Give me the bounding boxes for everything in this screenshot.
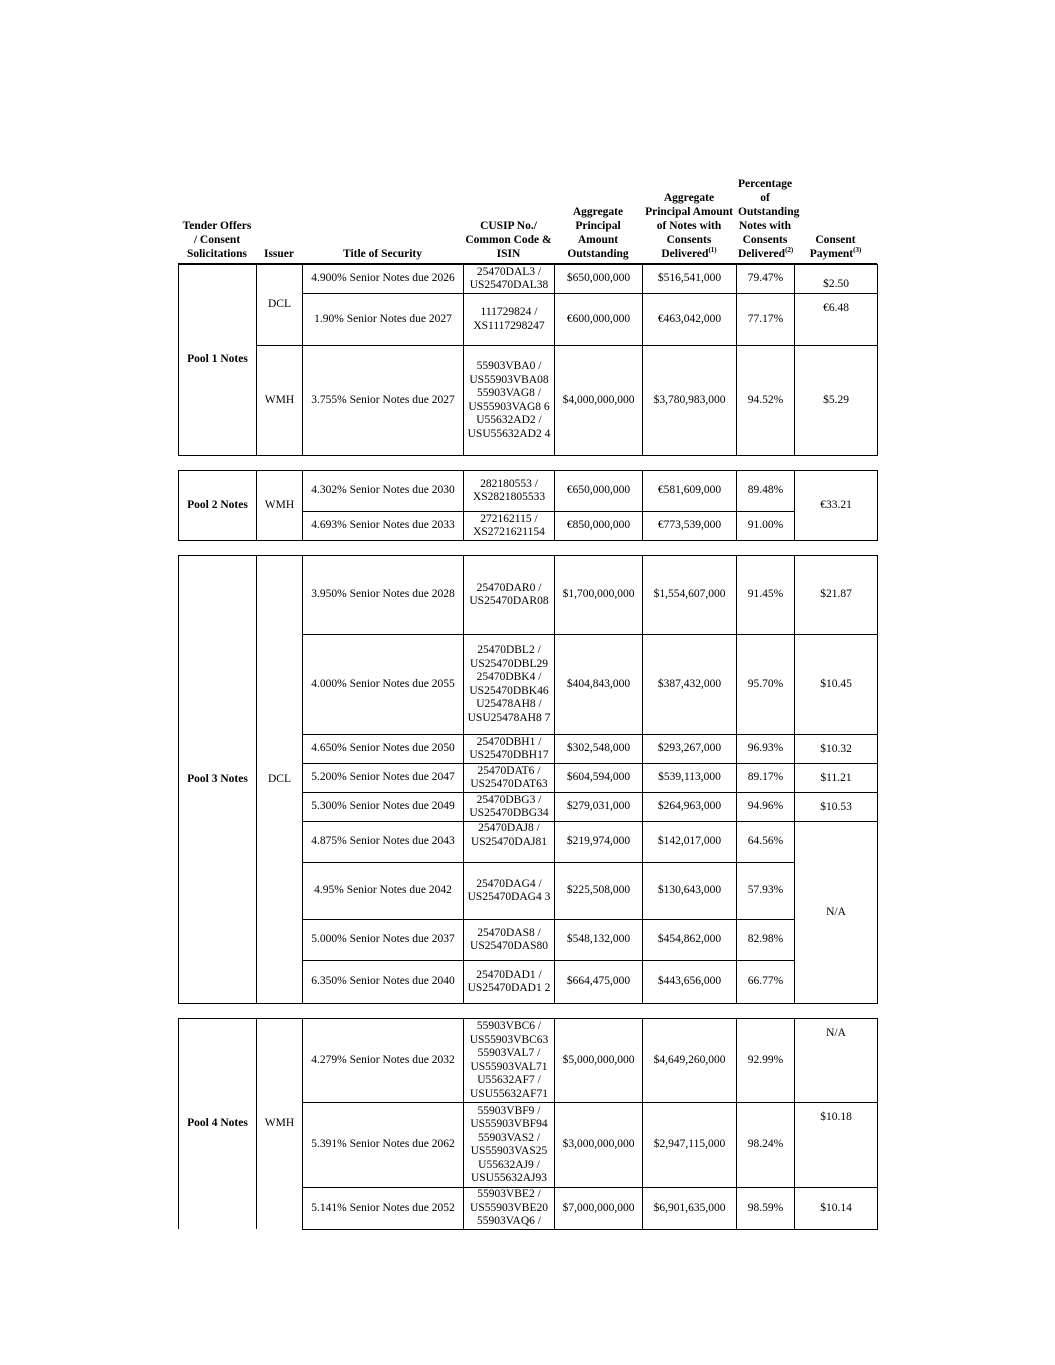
header-cusip: CUSIP No./ Common Code & ISIN	[463, 138, 554, 263]
consent-payment-na: N/A	[795, 822, 878, 1004]
footnote-3: (3)	[853, 245, 862, 254]
cusip-isin: 25470DAD1 / US25470DAD1 2	[464, 961, 555, 1004]
amount-delivered: $4,649,260,000	[643, 1019, 737, 1103]
footnote-2: (2)	[785, 245, 794, 254]
security-title: 4.279% Senior Notes due 2032	[303, 1019, 464, 1103]
percentage-delivered: 91.45%	[737, 556, 795, 635]
percentage-delivered: 66.77%	[737, 961, 795, 1004]
cusip-isin: 55903VBA0 / US55903VBA08 55903VAG8 / US55903VAG8 6 U55632AD2 / USU55632AD2 4	[464, 346, 555, 456]
amount-outstanding: $225,508,000	[555, 863, 643, 920]
table-row	[179, 556, 878, 635]
security-title: 1.90% Senior Notes due 2027	[303, 294, 464, 346]
consent-payment: $10.18	[795, 1103, 878, 1188]
header-delivered-text: Aggregate Principal Amount of Notes with Consents Delivered	[645, 191, 733, 260]
percentage-delivered: 82.98%	[737, 920, 795, 961]
consent-payment: €6.48	[795, 294, 878, 346]
amount-outstanding: $279,031,000	[555, 793, 643, 822]
percentage-delivered: 79.47%	[737, 265, 795, 294]
percentage-delivered: 89.17%	[737, 764, 795, 793]
percentage-delivered: 64.56%	[737, 822, 795, 863]
amount-outstanding: $1,700,000,000	[555, 556, 643, 635]
amount-outstanding: $3,000,000,000	[555, 1103, 643, 1188]
security-title: 5.000% Senior Notes due 2037	[303, 920, 464, 961]
header-issuer: Issuer	[256, 138, 302, 263]
cusip-isin: 25470DAT6 / US25470DAT63	[464, 764, 555, 793]
amount-outstanding: €650,000,000	[555, 471, 643, 512]
amount-delivered: $130,643,000	[643, 863, 737, 920]
amount-outstanding: $650,000,000	[555, 265, 643, 294]
percentage-delivered: 94.96%	[737, 793, 795, 822]
amount-outstanding: $604,594,000	[555, 764, 643, 793]
consent-payment: $21.87	[795, 556, 878, 635]
table-row	[179, 346, 878, 456]
cusip-isin: 25470DBG3 / US25470DBG34	[464, 793, 555, 822]
amount-outstanding: $5,000,000,000	[555, 1019, 643, 1103]
security-title: 5.300% Senior Notes due 2049	[303, 793, 464, 822]
consent-payment: N/A	[795, 1019, 878, 1103]
pool1-issuer-wmh: WMH	[257, 346, 303, 456]
amount-delivered: $6,901,635,000	[643, 1188, 737, 1230]
table-header	[178, 138, 877, 264]
header-percentage	[736, 138, 800, 263]
pool2-table	[178, 470, 878, 541]
amount-delivered: $142,017,000	[643, 822, 737, 863]
security-title: 4.95% Senior Notes due 2042	[303, 863, 464, 920]
security-title: 4.693% Senior Notes due 2033	[303, 512, 464, 541]
amount-outstanding: $4,000,000,000	[555, 346, 643, 456]
pool1-table	[178, 264, 878, 456]
cusip-isin: 25470DAG4 / US25470DAG4 3	[464, 863, 555, 920]
amount-delivered: €581,609,000	[643, 471, 737, 512]
security-title: 5.200% Senior Notes due 2047	[303, 764, 464, 793]
consent-payment: €33.21	[795, 471, 878, 541]
security-title: 4.650% Senior Notes due 2050	[303, 735, 464, 764]
amount-delivered: $3,780,983,000	[643, 346, 737, 456]
cusip-isin: 55903VBE2 / US55903VBE20 55903VAQ6 /	[464, 1188, 555, 1230]
percentage-delivered: 77.17%	[737, 294, 795, 346]
pool1-issuer-dcl: DCL	[257, 265, 303, 346]
table-row	[179, 1019, 878, 1103]
amount-delivered: $264,963,000	[643, 793, 737, 822]
cusip-isin: 55903VBC6 / US55903VBC63 55903VAL7 / US55903VAL71 U55632AF7 / USU55632AF71	[464, 1019, 555, 1103]
percentage-delivered: 89.48%	[737, 471, 795, 512]
amount-delivered: $454,862,000	[643, 920, 737, 961]
cusip-isin: 25470DBL2 / US25470DBL29 25470DBK4 / US25470DBK46 U25478AH8 / USU25478AH8 7	[464, 635, 555, 735]
header-tender: Tender Offers / Consent Solicitations	[178, 138, 256, 263]
amount-outstanding: $302,548,000	[555, 735, 643, 764]
amount-delivered: $443,656,000	[643, 961, 737, 1004]
pool2-label: Pool 2 Notes	[179, 471, 257, 541]
pool4-table	[178, 1018, 878, 1230]
amount-outstanding: €600,000,000	[555, 294, 643, 346]
pool4-issuer: WMH	[257, 1019, 303, 1230]
consent-payment: $11.21	[795, 764, 878, 793]
table-row	[179, 471, 878, 512]
amount-delivered: $516,541,000	[643, 265, 737, 294]
percentage-delivered: 95.70%	[737, 635, 795, 735]
security-title: 5.141% Senior Notes due 2052	[303, 1188, 464, 1230]
security-title: 4.875% Senior Notes due 2043	[303, 822, 464, 863]
header-percentage-text: Percentage of Outstanding Notes with Consents Delivered	[738, 177, 800, 260]
pool2-issuer: WMH	[257, 471, 303, 541]
percentage-delivered: 98.59%	[737, 1188, 795, 1230]
consent-payment: $5.29	[795, 346, 878, 456]
pool1-label: Pool 1 Notes	[179, 265, 257, 456]
amount-delivered: $2,947,115,000	[643, 1103, 737, 1188]
percentage-delivered: 96.93%	[737, 735, 795, 764]
security-title: 3.755% Senior Notes due 2027	[303, 346, 464, 456]
cusip-isin: 55903VBF9 / US55903VBF94 55903VAS2 / US55903VAS25 U55632AJ9 / USU55632AJ93	[464, 1103, 555, 1188]
consent-payment: $10.32	[795, 735, 878, 764]
header-delivered	[642, 138, 736, 263]
amount-delivered: $387,432,000	[643, 635, 737, 735]
cusip-isin: 25470DBH1 / US25470DBH17	[464, 735, 555, 764]
cusip-isin: 25470DAR0 / US25470DAR08	[464, 556, 555, 635]
header-payment-text: Consent Payment	[809, 233, 856, 260]
consent-payment: $10.53	[795, 793, 878, 822]
consent-payment: $2.50	[795, 265, 878, 294]
footnote-1: (1)	[708, 245, 717, 254]
security-title: 4.000% Senior Notes due 2055	[303, 635, 464, 735]
amount-delivered: $293,267,000	[643, 735, 737, 764]
amount-outstanding: $219,974,000	[555, 822, 643, 863]
amount-delivered: $539,113,000	[643, 764, 737, 793]
percentage-delivered: 92.99%	[737, 1019, 795, 1103]
cusip-isin: 25470DAS8 / US25470DAS80	[464, 920, 555, 961]
cusip-isin: 25470DAL3 / US25470DAL38	[464, 265, 555, 294]
cusip-isin: 25470DAJ8 / US25470DAJ81	[464, 822, 555, 863]
amount-delivered: $1,554,607,000	[643, 556, 737, 635]
security-title: 4.302% Senior Notes due 2030	[303, 471, 464, 512]
cusip-isin: 272162115 / XS2721621154	[464, 512, 555, 541]
percentage-delivered: 94.52%	[737, 346, 795, 456]
amount-outstanding: $7,000,000,000	[555, 1188, 643, 1230]
amount-outstanding: $548,132,000	[555, 920, 643, 961]
amount-delivered: €463,042,000	[643, 294, 737, 346]
table-row	[179, 265, 878, 294]
security-title: 6.350% Senior Notes due 2040	[303, 961, 464, 1004]
consent-payment: $10.45	[795, 635, 878, 735]
cusip-isin: 282180553 / XS2821805533	[464, 471, 555, 512]
pool3-issuer: DCL	[257, 556, 303, 1004]
percentage-delivered: 98.24%	[737, 1103, 795, 1188]
pool4-label: Pool 4 Notes	[179, 1019, 257, 1230]
header-outstanding: Aggregate Principal Amount Outstanding	[554, 138, 642, 263]
amount-outstanding: $664,475,000	[555, 961, 643, 1004]
amount-outstanding: $404,843,000	[555, 635, 643, 735]
pool3-table	[178, 555, 878, 1004]
percentage-delivered: 57.93%	[737, 863, 795, 920]
pool3-label: Pool 3 Notes	[179, 556, 257, 1004]
security-title: 5.391% Senior Notes due 2062	[303, 1103, 464, 1188]
consent-payment: $10.14	[795, 1188, 878, 1230]
amount-delivered: €773,539,000	[643, 512, 737, 541]
amount-outstanding: €850,000,000	[555, 512, 643, 541]
percentage-delivered: 91.00%	[737, 512, 795, 541]
security-title: 3.950% Senior Notes due 2028	[303, 556, 464, 635]
cusip-isin: 111729824 / XS1117298247	[464, 294, 555, 346]
header-payment	[794, 138, 877, 263]
header-title: Title of Security	[302, 138, 463, 263]
security-title: 4.900% Senior Notes due 2026	[303, 265, 464, 294]
